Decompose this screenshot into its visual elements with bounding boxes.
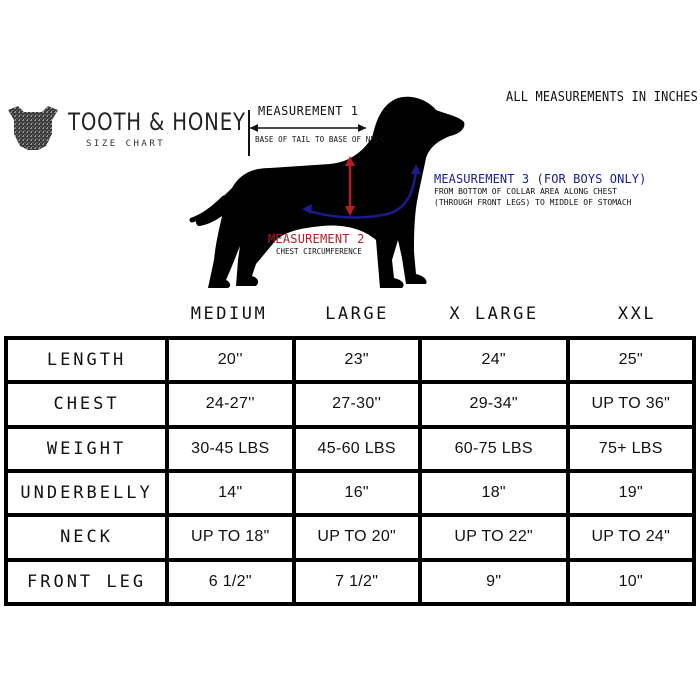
measurement-1-description: BASE OF TAIL TO BASE OF NECK — [255, 135, 385, 144]
table-row — [8, 340, 692, 380]
brand-name: TOOTH & HONEY — [68, 108, 246, 136]
size-table — [4, 336, 696, 606]
table-cell: UP TO 18" — [169, 517, 291, 557]
measurement-2-title: MEASUREMENT 2 — [268, 232, 365, 246]
table-cell: 30-45 LBS — [169, 429, 291, 469]
measurement-1-title: MEASUREMENT 1 — [258, 104, 359, 118]
table-row — [8, 517, 692, 557]
table-cell: 24-27'' — [169, 384, 291, 424]
measurement-1-bar — [248, 110, 250, 156]
table-cell: 16" — [296, 473, 418, 513]
table-cell: 18" — [422, 473, 566, 513]
row-label-neck: NECK — [8, 517, 165, 557]
measurement-3-description — [434, 186, 644, 208]
table-cell: 75+ LBS — [570, 429, 692, 469]
column-header-x-large: X LARGE — [449, 304, 539, 324]
table-row — [8, 384, 692, 424]
table-cell: UP TO 24" — [570, 517, 692, 557]
row-label-weight: WEIGHT — [8, 429, 165, 469]
table-cell: UP TO 22" — [422, 517, 566, 557]
table-cell: 9" — [422, 562, 566, 602]
table-cell: 6 1/2" — [169, 562, 291, 602]
table-row — [8, 562, 692, 602]
column-header-medium: MEDIUM — [190, 304, 268, 324]
table-row — [8, 473, 692, 513]
table-cell: 10" — [570, 562, 692, 602]
measurement-3-description-line-1: FROM BOTTOM OF COLLAR AREA ALONG CHEST — [434, 187, 618, 196]
table-cell: 24" — [422, 340, 566, 380]
table-cell: 27-30'' — [296, 384, 418, 424]
table-cell: 29-34" — [422, 384, 566, 424]
table-cell: 45-60 LBS — [296, 429, 418, 469]
measurement-3-description-line-2: (THROUGH FRONT LEGS) TO MIDDLE OF STOMACH — [434, 198, 632, 207]
table-cell: 7 1/2" — [296, 562, 418, 602]
column-header-large: LARGE — [325, 304, 389, 324]
units-note: ALL MEASUREMENTS IN INCHES — [506, 90, 699, 105]
table-cell: 23" — [296, 340, 418, 380]
measurement-3-title: MEASUREMENT 3 (FOR BOYS ONLY) — [434, 172, 647, 186]
table-row — [8, 429, 692, 469]
table-cell: UP TO 36" — [570, 384, 692, 424]
table-cell: 60-75 LBS — [422, 429, 566, 469]
table-cell: 14" — [169, 473, 291, 513]
brand-subtitle: SIZE CHART — [86, 139, 166, 149]
dog-silhouette — [196, 97, 465, 288]
table-cell: UP TO 20" — [296, 517, 418, 557]
column-header-xxl: XXL — [617, 304, 657, 324]
table-cell: 25" — [570, 340, 692, 380]
row-label-length: LENGTH — [8, 340, 165, 380]
table-cell: 20'' — [169, 340, 291, 380]
row-label-front-leg: FRONT LEG — [8, 562, 165, 602]
measurement-2-description: CHEST CIRCUMFERENCE — [276, 247, 362, 256]
table-cell: 19" — [570, 473, 692, 513]
row-label-chest: CHEST — [8, 384, 165, 424]
dog-head-logo-icon — [6, 104, 60, 152]
row-label-underbelly: UNDERBELLY — [8, 473, 165, 513]
